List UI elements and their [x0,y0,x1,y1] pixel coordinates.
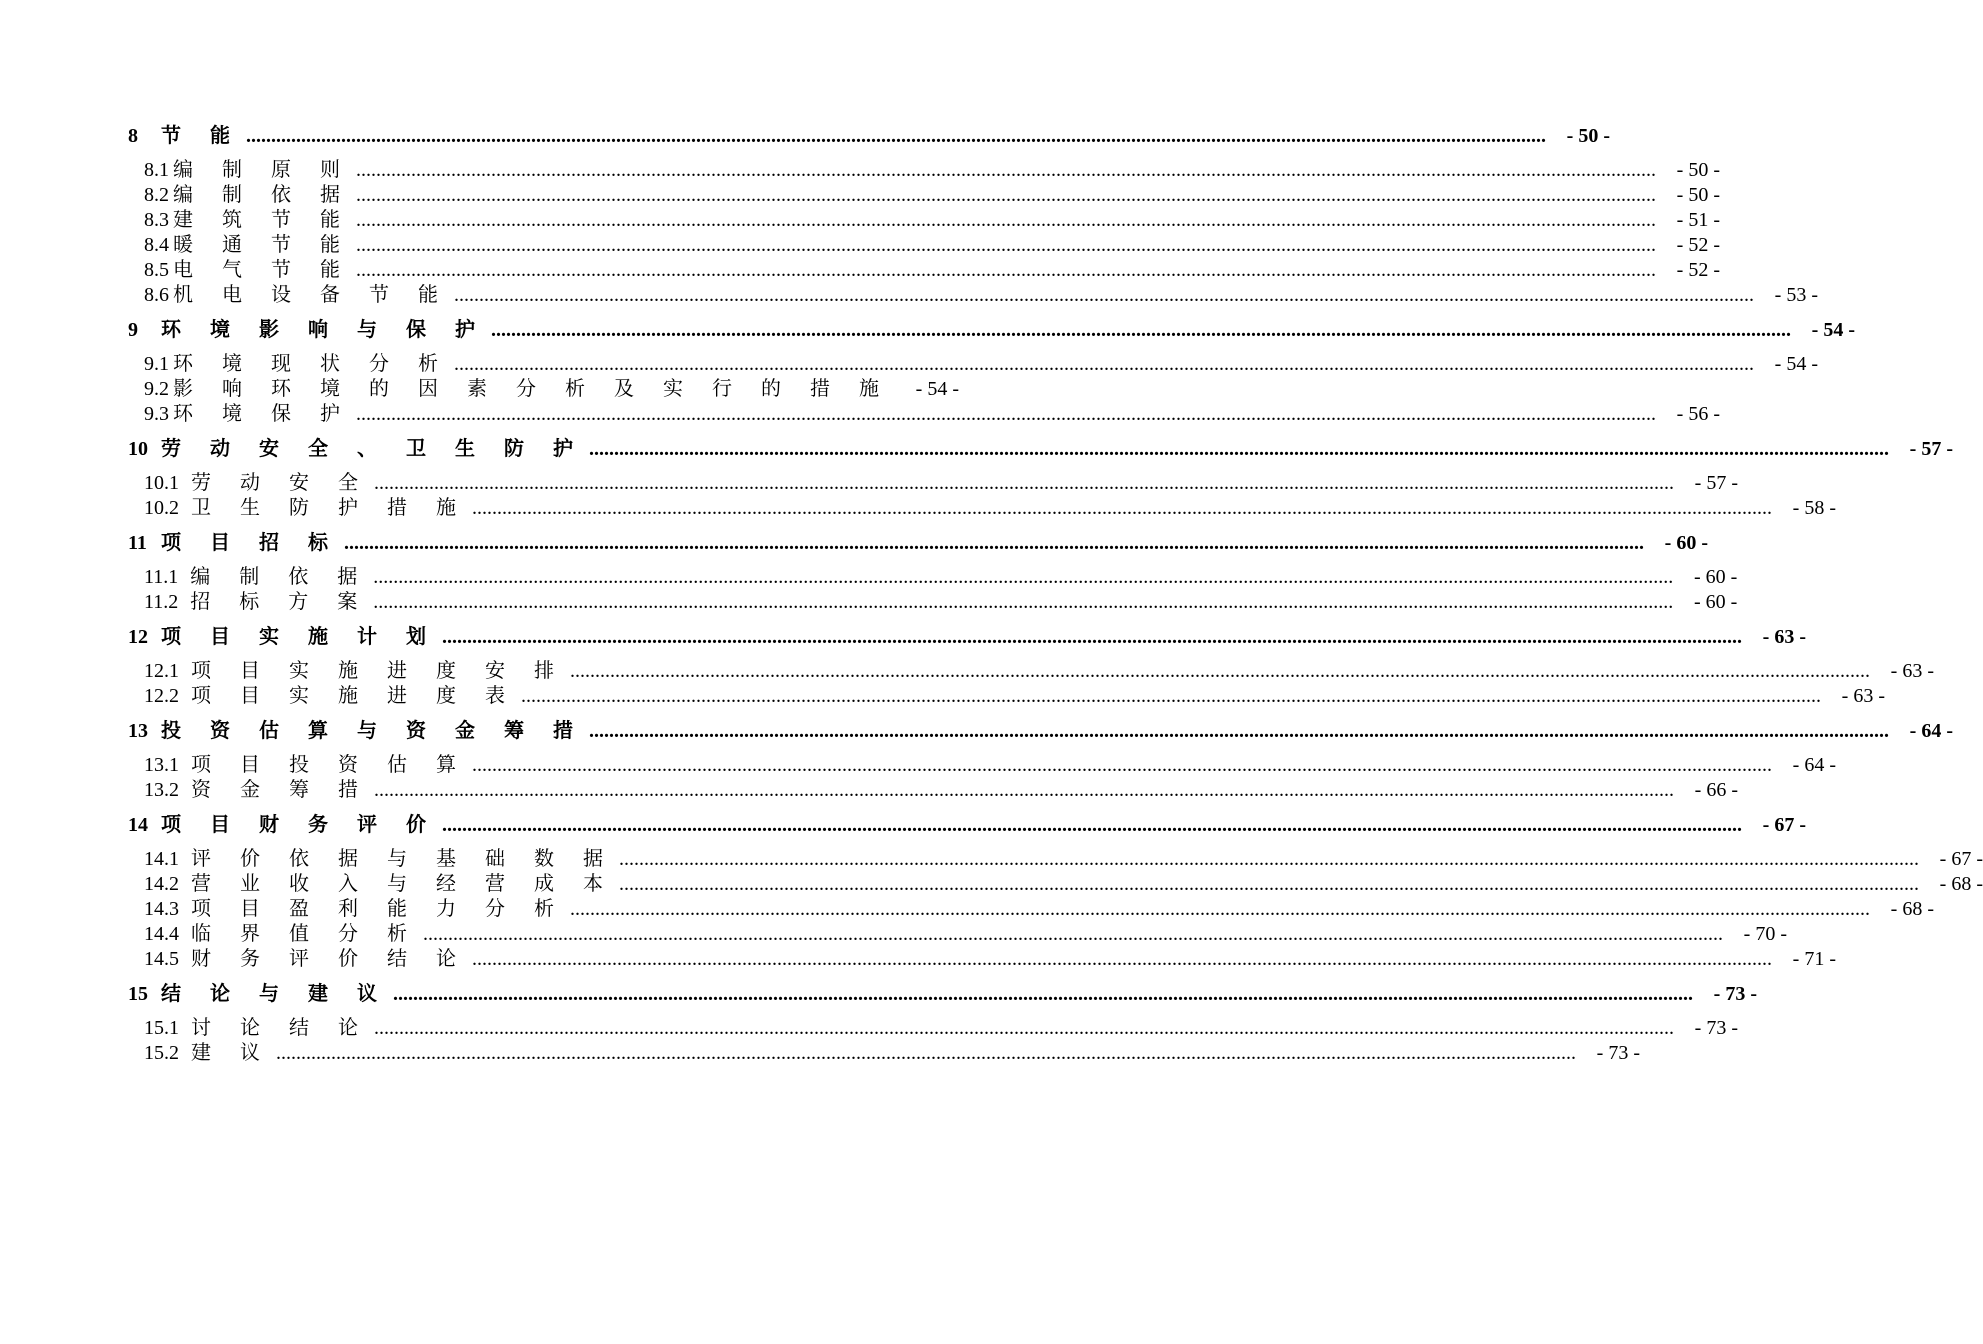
toc-page-number: - 60 - [1693,591,1738,613]
toc-title: 编 制 依 据 [190,566,370,588]
toc-page-number: - 54 - [1811,319,1855,341]
toc-number: 14.2 [144,873,179,895]
toc-dot-leader [491,318,1791,343]
toc-section-row[interactable] [128,565,1738,590]
toc-dot-leader [373,590,1673,615]
toc-dot-leader [589,719,1889,744]
toc-dot-leader [374,471,1674,496]
toc-title: 项 目 实 施 进 度 安 排 [191,660,566,682]
toc-number: 15.2 [144,1042,179,1064]
toc-page-number: - 67 - [1762,814,1806,836]
toc-number: 9.2 [144,378,169,400]
toc-chapter-row[interactable] [128,625,1806,650]
toc-dot-leader [356,233,1656,258]
toc-number: 12.2 [144,685,179,707]
toc-title: 编 制 原 则 [173,159,352,181]
toc-section-row[interactable] [128,1041,1640,1066]
toc-page-number: - 53 - [1774,284,1818,306]
toc-dot-leader [570,659,1870,684]
toc-page-number: - 58 - [1792,497,1836,519]
toc-section-row[interactable] [128,872,1983,897]
toc-title: 环 境 保 护 [173,403,352,425]
toc-page-number: - 50 - [1676,184,1720,206]
toc-number: 12.1 [144,660,179,682]
toc-number: 8.2 [144,184,169,206]
toc-number: 11 [128,532,147,554]
toc-chapter-row[interactable] [128,124,1610,149]
toc-dot-leader [423,922,1723,947]
toc-number: 11.1 [144,566,179,588]
toc-dot-leader [356,402,1656,427]
toc-page-number: - 57 - [1694,472,1738,494]
toc-dot-leader [589,437,1889,462]
toc-title: 影 响 环 境 的 因 素 分 析 及 实 行 的 措 施 [173,378,891,400]
toc-number: 12 [128,626,148,648]
toc-section-row[interactable] [128,922,1787,947]
toc-dot-leader [373,565,1673,590]
toc-number: 10 [128,438,148,460]
toc-dot-leader [356,258,1656,283]
toc-title: 项 目 实 施 进 度 表 [191,685,517,707]
toc-title: 建 议 [191,1042,272,1064]
toc-section-row[interactable] [128,496,1836,521]
toc-dot-leader [374,1016,1674,1041]
toc-title: 营 业 收 入 与 经 营 成 本 [191,873,615,895]
toc-page-number: - 52 - [1676,259,1720,281]
toc-section-row[interactable] [128,377,959,402]
toc-section-row[interactable] [128,778,1738,803]
toc-title: 暖 通 节 能 [173,234,352,256]
toc-page-number: - 64 - [1909,720,1953,742]
toc-number: 8 [128,125,138,147]
toc-page-number: - 73 - [1713,983,1757,1005]
toc-page-number: - 73 - [1596,1042,1640,1064]
toc-chapter-row[interactable] [128,719,1953,744]
toc-section-row[interactable] [128,471,1738,496]
toc-title: 项 目 招 标 [161,532,340,554]
toc-dot-leader [356,158,1656,183]
toc-section-row[interactable] [128,352,1818,377]
toc-number: 11.2 [144,591,179,613]
toc-page-number: - 54 - [915,378,959,400]
toc-dot-leader [521,684,1821,709]
toc-title: 项 目 投 资 估 算 [191,754,468,776]
toc-number: 13 [128,720,148,742]
toc-page-number: - 70 - [1743,923,1787,945]
toc-dot-leader [472,496,1772,521]
toc-dot-leader [442,625,1742,650]
toc-number: 8.3 [144,209,169,231]
toc-section-row[interactable] [128,233,1720,258]
toc-dot-leader [393,982,1693,1007]
toc-page-number: - 50 - [1676,159,1720,181]
toc-title: 财 务 评 价 结 论 [191,948,468,970]
toc-dot-leader [246,124,1546,149]
toc-title: 资 金 筹 措 [191,779,370,801]
toc-title: 编 制 依 据 [173,184,352,206]
toc-dot-leader [472,753,1772,778]
toc-section-row[interactable] [128,402,1720,427]
toc-page-number: - 56 - [1676,403,1720,425]
toc-page-number: - 60 - [1664,532,1708,554]
toc-page-number: - 63 - [1762,626,1806,648]
toc-title: 结 论 与 建 议 [161,983,389,1005]
toc-number: 9.1 [144,353,169,375]
toc-dot-leader [454,352,1754,377]
toc-number: 9 [128,319,138,341]
toc-page-number: - 66 - [1694,779,1738,801]
toc-dot-leader [570,897,1870,922]
toc-number: 8.5 [144,259,169,281]
toc-dot-leader [454,283,1754,308]
toc-dot-leader [374,778,1674,803]
toc-page-number: - 67 - [1939,848,1983,870]
toc-page-number: - 52 - [1676,234,1720,256]
toc-number: 14.3 [144,898,179,920]
toc-title: 招 标 方 案 [190,591,370,613]
toc-page-number: - 60 - [1693,566,1738,588]
toc-chapter-row[interactable] [128,318,1855,343]
table-of-contents [128,120,1983,1066]
toc-title: 劳 动 安 全 [191,472,370,494]
toc-dot-leader [472,947,1772,972]
toc-number: 13.1 [144,754,179,776]
toc-section-row[interactable] [128,258,1720,283]
toc-number: 8.1 [144,159,169,181]
toc-number: 14.5 [144,948,179,970]
toc-page-number: - 50 - [1566,125,1610,147]
toc-number: 10.2 [144,497,179,519]
toc-dot-leader [442,813,1742,838]
toc-title: 机 电 设 备 节 能 [173,284,450,306]
toc-title: 环 境 现 状 分 析 [173,353,450,375]
toc-dot-leader [356,183,1656,208]
toc-section-row[interactable] [128,158,1720,183]
toc-number: 8.4 [144,234,169,256]
toc-title: 临 界 值 分 析 [191,923,419,945]
toc-number: 10.1 [144,472,179,494]
toc-dot-leader [276,1041,1576,1066]
toc-chapter-row[interactable] [128,982,1757,1007]
toc-title: 项 目 盈 利 能 力 分 析 [191,898,566,920]
toc-dot-leader [619,847,1919,872]
toc-section-row[interactable] [128,684,1885,709]
toc-title: 项 目 实 施 计 划 [161,626,438,648]
toc-title: 建 筑 节 能 [173,209,352,231]
toc-page-number: - 54 - [1774,353,1818,375]
toc-page-number: - 63 - [1841,685,1885,707]
toc-title: 环 境 影 响 与 保 护 [161,319,487,341]
toc-title: 项 目 财 务 评 价 [161,814,438,836]
toc-chapter-row[interactable] [128,531,1708,556]
toc-number: 14.4 [144,923,179,945]
toc-section-row[interactable] [128,947,1836,972]
toc-dot-leader [356,208,1656,233]
toc-title: 卫 生 防 护 措 施 [191,497,468,519]
toc-page-number: - 57 - [1909,438,1953,460]
toc-title: 投 资 估 算 与 资 金 筹 措 [161,720,585,742]
toc-section-row[interactable] [128,659,1934,684]
toc-number: 9.3 [144,403,169,425]
toc-chapter-row[interactable] [128,813,1806,838]
toc-section-row[interactable] [128,897,1934,922]
toc-section-row[interactable] [128,283,1818,308]
toc-page-number: - 63 - [1890,660,1934,682]
toc-title: 劳 动 安 全 、 卫 生 防 护 [161,438,585,460]
toc-section-row[interactable] [128,1016,1738,1041]
toc-section-row[interactable] [128,183,1720,208]
toc-section-row[interactable] [128,847,1983,872]
toc-section-row[interactable] [128,753,1836,778]
toc-page-number: - 71 - [1792,948,1836,970]
toc-number: 15 [128,983,148,1005]
toc-title: 讨 论 结 论 [191,1017,370,1039]
toc-page-number: - 68 - [1939,873,1983,895]
toc-section-row[interactable] [128,208,1720,233]
toc-dot-leader [344,531,1644,556]
toc-number: 15.1 [144,1017,179,1039]
toc-title: 评 价 依 据 与 基 础 数 据 [191,848,615,870]
toc-number: 8.6 [144,284,169,306]
toc-number: 14.1 [144,848,179,870]
toc-page-number: - 68 - [1890,898,1934,920]
toc-section-row[interactable] [128,590,1738,615]
toc-dot-leader [619,872,1919,897]
toc-title: 节 能 [161,125,242,147]
toc-page-number: - 64 - [1792,754,1836,776]
toc-chapter-row[interactable] [128,437,1953,462]
toc-number: 14 [128,814,148,836]
toc-page-number: - 51 - [1676,209,1720,231]
toc-page-number: - 73 - [1694,1017,1738,1039]
toc-title: 电 气 节 能 [173,259,352,281]
toc-number: 13.2 [144,779,179,801]
